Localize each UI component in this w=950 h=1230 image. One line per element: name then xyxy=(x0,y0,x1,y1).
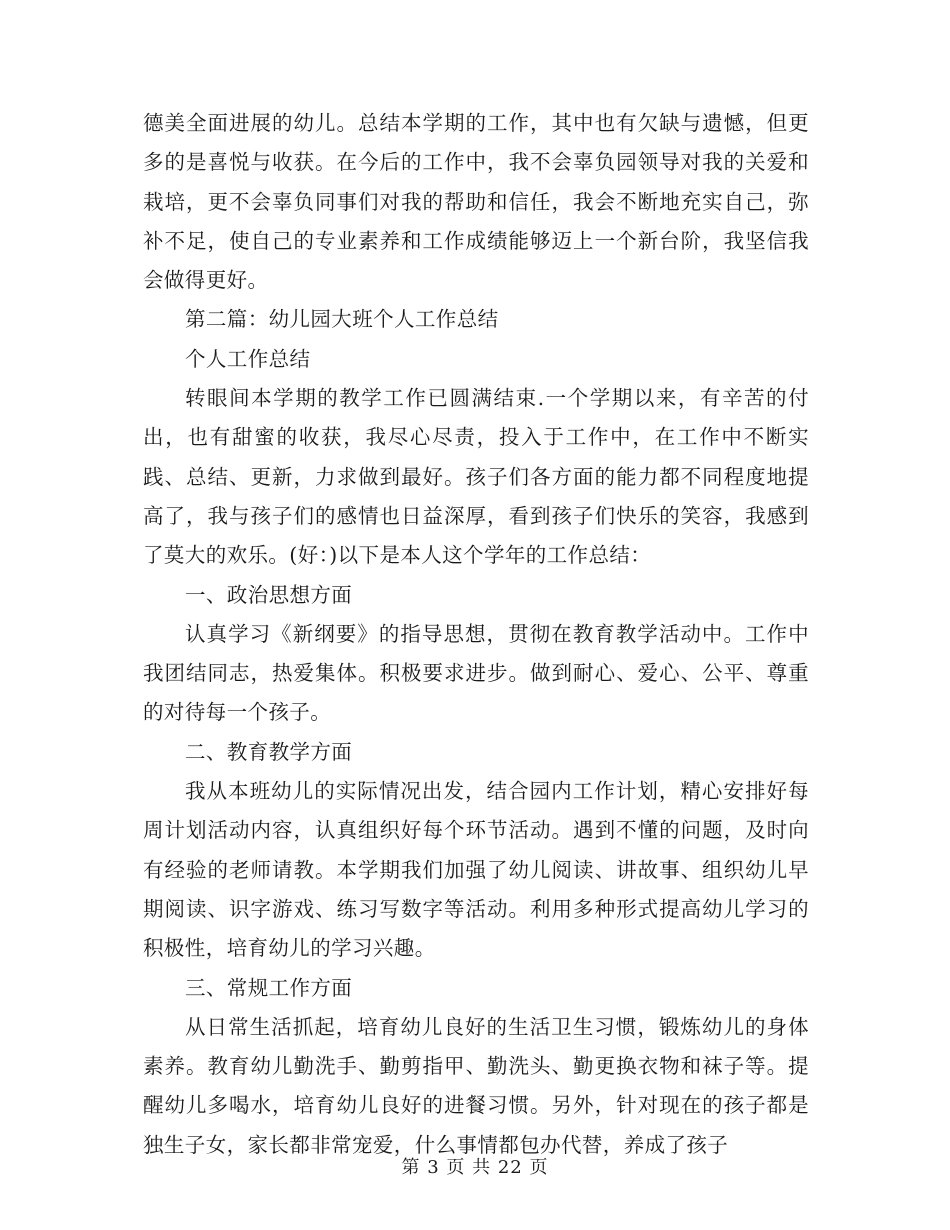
heading-teaching: 二、教育教学方面 xyxy=(185,739,353,764)
heading-political: 一、政治思想方面 xyxy=(185,582,353,607)
document-subtitle: 个人工作总结 xyxy=(185,346,311,371)
heading-routine: 三、常规工作方面 xyxy=(185,975,353,1000)
document-body xyxy=(143,104,809,1165)
paragraph-intro: 转眼间本学期的教学工作已圆满结束.一个学期以来，有辛苦的付出，也有甜蜜的收获，我尽心尽责，投入于工作中，在工作中不断实践、总结、更新，力求做到最好。孩子们各方面的能力都不同程度地提高了，我与孩子们的感情也日益深厚，看到孩子们快乐的笑容，我感到了莫大的欢乐。(好：)以下是本人这个学年的工作总结： xyxy=(143,386,809,568)
paragraph-teaching: 我从本班幼儿的实际情况出发，结合园内工作计划，精心安排好每周计划活动内容，认真组织好每个环节活动。遇到不懂的问题，及时向有经验的老师请教。本学期我们加强了幼儿阅读、讲故事、组织幼儿早期阅读、识字游戏、练习写数字等活动。利用多种形式提高幼儿学习的积极性，培育幼儿的学习兴趣。 xyxy=(143,779,809,961)
paragraph-routine: 从日常生活抓起，培育幼儿良好的生活卫生习惯，锻炼幼儿的身体素养。教育幼儿勤洗手、勤剪指甲、勤洗头、勤更换衣物和袜子等。提醒幼儿多喝水，培育幼儿良好的进餐习惯。另外，针对现在的孩子都是独生子女，家长都非常宠爱，什么事情都包办代替，养成了孩子 xyxy=(143,1014,809,1157)
paragraph-political: 认真学习《新纲要》的指导思想，贯彻在教育教学活动中。工作中我团结同志，热爱集体。积极要求进步。做到耐心、爱心、公平、尊重的对待每一个孩子。 xyxy=(143,621,809,725)
section-heading-part-two: 第二篇：幼儿园大班个人工作总结 xyxy=(185,307,499,332)
paragraph-closing: 德美全面进展的幼儿。总结本学期的工作，其中也有欠缺与遗憾，但更多的是喜悦与收获。在今后的工作中，我不会辜负园领导对我的关爱和栽培，更不会辜负同事们对我的帮助和信任，我会不断地充实自己，弥补不足，使自己的专业素养和工作成绩能够迈上一个新台阶，我坚信我会做得更好。 xyxy=(143,111,809,293)
page-number-footer: 第 3 页 共 22 页 xyxy=(401,1157,549,1178)
